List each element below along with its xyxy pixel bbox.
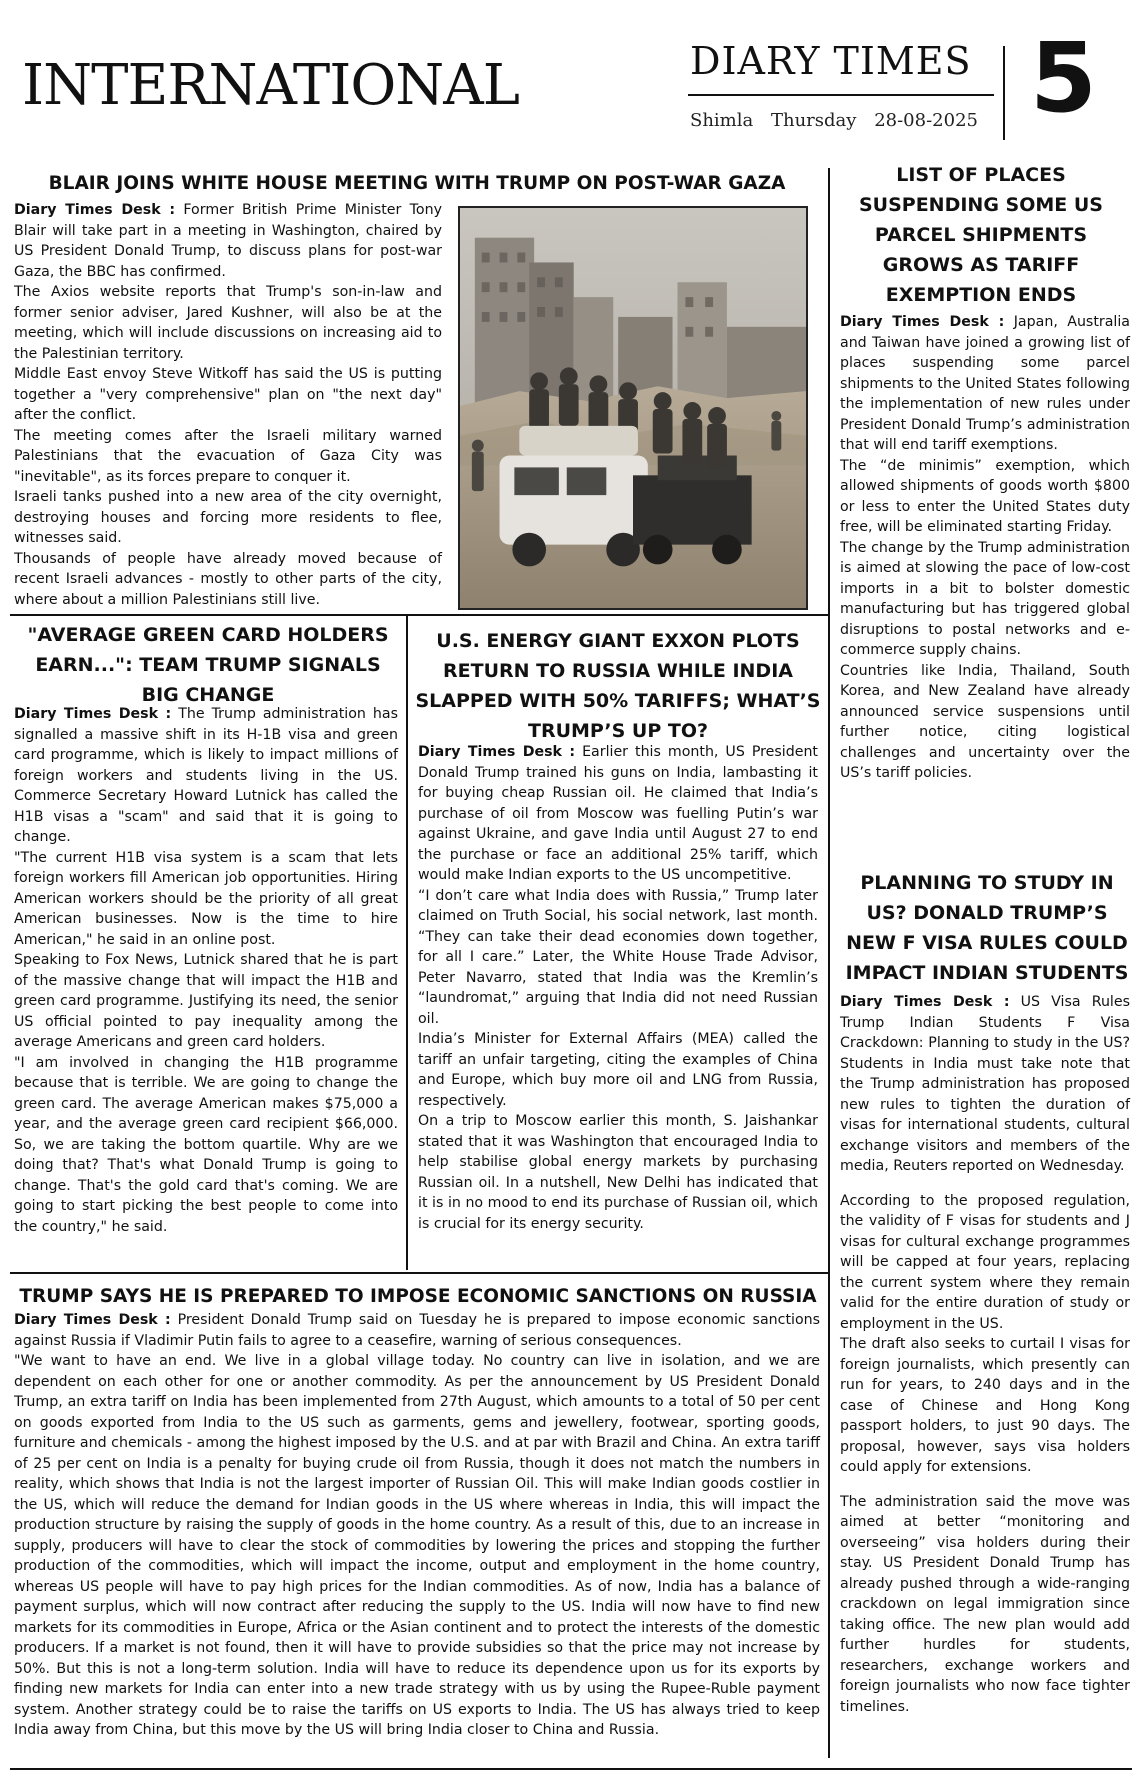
paragraph [14, 704, 398, 848]
desk-credit: Diary Times Desk : [14, 706, 172, 722]
paragraph: "I am involved in changing the H1B programme because that is terrible. We are going to change the green card. The average American makes $75,000 a year, and the average green card recipient $66,000. So, we are taking the bottom quartile. Why are we doing that? That's what Donald Trump is going to change. That's the gold card that's coming. We are going to start picking the best people to come into the country," he said. [14, 1054, 398, 1235]
headline-sanctions: TRUMP SAYS HE IS PREPARED TO IMPOSE ECONOMIC SANCTIONS ON RUSSIA [19, 1286, 817, 1307]
paragraph: The meeting comes after the Israeli military warned Palestinians that the evacuation of Gaza City was "inevitable", as its forces prepare to conquer it. [14, 427, 442, 485]
masthead-dateline [690, 110, 990, 131]
dateline-date: 28-08-2025 [874, 110, 978, 131]
paragraph: “I don’t care what India does with Russia,” Trump later claimed on Truth Social, his social network, last month. “They can take their dead economies down together, for all I care.” Later, the White House Trade Advisor, Peter Navarro, stated that India was the Kremlin’s “laundromat,” arguing that India did not need Russian oil. [418, 887, 818, 1027]
story-sanctions-text [14, 1310, 820, 1741]
paragraph: Israeli tanks pushed into a new area of the city overnight, destroying houses and forcing more residents to flee, witnesses said. [14, 489, 442, 546]
story-blair-text [14, 200, 442, 610]
paragraph: "The current H1B visa system is a scam that lets foreign workers fill American job opportunities. Hiring American workers should be the priority of all great American businesses. Now is the time to hire American," he said in an online post. [14, 849, 398, 948]
paragraph-text: US Visa Rules Trump Indian Students F Visa Crackdown: Planning to study in the US? Students in India must take note that the Trump administration has proposed new rules to tighten the duration of visas for international students, cultural exchange visitors and members of the media, Reuters reported on Wednesday. [840, 994, 1130, 1174]
paragraph: The “de minimis” exemption, which allowed shipments of goods worth $800 or less to enter the United States duty free, will be eliminated starting Friday. [840, 457, 1130, 535]
paragraph [418, 742, 818, 886]
paragraph: The administration said the move was aimed at better “monitoring and overseeing” visa holders during their stay. US President Donald Trump has already pushed through a wide-ranging crackdown on legal immigration since taking office. The new plan would add further hurdles for students, researchers, exchange workers and foreign journalists who now face tighter timelines. [840, 1493, 1130, 1715]
story-exxon-text [418, 742, 818, 1234]
desk-credit: Diary Times Desk : [840, 314, 1005, 330]
newspaper-name: DIARY TIMES [690, 39, 972, 83]
headline-green-card: "AVERAGE GREEN CARD HOLDERS EARN...": TEAM TRUMP SIGNALS BIG CHANGE [27, 624, 389, 706]
paragraph: The change by the Trump administration is aimed at slowing the pace of low-cost imports in a bit to bolster domestic manufacturing but has triggered global disruptions to postal networks and e-commerce supply chains. [840, 539, 1130, 658]
story-visa-text [840, 992, 1130, 1717]
headline-exxon: U.S. ENERGY GIANT EXXON PLOTS RETURN TO RUSSIA WHILE INDIA SLAPPED WITH 50% TARIFFS; WHAT’S TRUMP’S UP TO? [415, 630, 821, 742]
paragraph: Speaking to Fox News, Lutnick shared that he is part of the massive change that will impact the H1B and green card programme. Justifying its need, the senior US official pointed to pay inequality among the average Americans and green card holders. [14, 952, 398, 1050]
paragraph: The Axios website reports that Trump's son-in-law and former senior adviser, Jared Kushner, will also be at the meeting, which will include discussions on increasing aid to the Palestinian territory. [14, 284, 442, 362]
paragraph: On a trip to Moscow earlier this month, S. Jaishankar stated that it was Washington that encouraged India to help stabilise global energy markets by purchasing Russian oil. In a nutshell, New Delhi has indicated that it is in no mood to end its purchase of Russian oil, which is crucial for its energy security. [418, 1113, 818, 1232]
rule-below-middle-stories [10, 1272, 828, 1274]
desk-credit: Diary Times Desk : [418, 744, 576, 760]
rule-below-blair [10, 614, 828, 616]
paragraph: According to the proposed regulation, the validity of F visas for students and J visas for cultural exchange programmes will be capped at four years, replacing the current system where they remain valid for the entire duration of study or employment in the US. [840, 1192, 1130, 1332]
masthead-divider [1003, 46, 1005, 140]
headline-parcel: LIST OF PLACES SUSPENDING SOME US PARCEL SHIPMENTS GROWS AS TARIFF EXEMPTION ENDS [858, 164, 1103, 306]
paragraph [840, 992, 1130, 1177]
paragraph: "We want to have an end. We live in a global village today. No country can live in isolation, and we are dependent on each other for one or another commodity. As per the announcement by US President Donald Trump, an extra tariff on India has been implemented from 27th August, which amounts to a total of 50 per cent on goods exported from India to the US such as garments, gems and jewellery, footwear, sporting goods, furniture and chemicals - among the highest imposed by the U.S. and at par with Brazil and China. An extra tariff of 25 per cent on India is a penalty for buying crude oil from Russia, though it does not match the numbers in reality, which shows that India is not the largest importer of Russian Oil. This will make Indian goods costlier in the US, which will reduce the demand for Indian goods in the US where whereas in India, this will impact the production structure by raising the supply of goods in the home country. As a result of this, due to an increase in supply, producers will have to clear the stock of commodities by lowering the prices and stopping the further production of the commodities, which will impact the income, output and employment in the home country, whereas US people will have to pay high prices for the Indian commodities. As of now, India has a balance of payment surplus, which will now contract after reducing the supply to the US. India will now have to find new markets for its commodities in Europe, Africa or the Asian continent and to protect the interests of the domestic producers. If a market is not found, then it will have to provide subsidies so that the price may not increase by 50%. But this is not a long-term solution. India will have to reduce its dependence upon us for its exports by finding new markets for India can enter into a new trade strategy with us by using the Rupee-Ruble payment system. Another strategy could be to raise the tariffs on US exports to India. The US has always tried to keep India away from China, but this move by the US will bring India closer to China and Russia. [14, 1353, 820, 1738]
story-green-card-text [14, 704, 398, 1237]
paragraph [14, 200, 442, 282]
paragraph-text: President Donald Trump said on Tuesday he is prepared to impose economic sanctions against Russia if Vladimir Putin fails to agree to a ceasefire, warning of serious consequences. [14, 1312, 821, 1349]
desk-credit: Diary Times Desk : [14, 202, 176, 218]
dateline-city: Shimla [690, 110, 754, 131]
paragraph-text: Former British Prime Minister Tony Blair will take part in a meeting in Washington, chaired by US President Donald Trump, to discuss plans for post-war Gaza, the BBC has confirmed. [14, 202, 442, 280]
paragraph-text: Japan, Australia and Taiwan have joined a growing list of places suspending some parcel shipments to the United States following the implementation of new rules under President Donald Trump’s administration that will end tariff exemptions. [840, 314, 1130, 453]
column-rule-right [828, 168, 830, 1758]
paragraph [840, 312, 1130, 456]
page-number: 5 [1030, 22, 1097, 134]
desk-credit: Diary Times Desk : [14, 1312, 171, 1328]
gaza-evacuation-photo [458, 206, 808, 610]
paragraph-text: The Trump administration has signalled a massive shift in its H-1B visa and green card programme, which is likely to impact millions of foreign workers and students living in the US. Commerce Secretary Howard Lutnick has called the H1B visas a "scam" and said that it is going to change. [14, 706, 398, 845]
paragraph [14, 1310, 820, 1351]
desk-credit: Diary Times Desk : [840, 994, 1010, 1010]
headline-blair: BLAIR JOINS WHITE HOUSE MEETING WITH TRUMP ON POST-WAR GAZA [48, 173, 786, 194]
story-parcel-text [840, 312, 1130, 784]
masthead-rule [688, 94, 994, 96]
paragraph: Countries like India, Thailand, South Korea, and New Zealand have already announced service suspensions until further notice, citing logistical challenges and uncertainty over the US’s tariff policies. [840, 662, 1130, 781]
dateline-day: Thursday [770, 110, 857, 131]
column-rule-middle [406, 616, 408, 1270]
headline-visa: PLANNING TO STUDY IN US? DONALD TRUMP’S NEW F VISA RULES COULD IMPACT INDIAN STUDENTS [845, 872, 1129, 984]
paragraph-text: Earlier this month, US President Donald Trump trained his guns on India, lambasting it for buying cheap Russian oil. He claimed that India’s purchase of oil from Moscow was fuelling Putin’s war against Ukraine, and gave India until August 27 to end the purchase or face an additional 25% tariff, which would make Indian exports to the US uncompetitive. [418, 744, 818, 883]
rule-page-bottom [10, 1768, 1132, 1770]
section-title: INTERNATIONAL [22, 53, 519, 118]
paragraph-gap [840, 1177, 1130, 1191]
paragraph: The draft also seeks to curtail I visas for foreign journalists, which presently can run for years, to 240 days and in the case of Chinese and Hong Kong passport holders, to just 90 days. The proposal, however, says visa holders could apply for extensions. [840, 1336, 1130, 1476]
paragraph: Thousands of people have already moved because of recent Israeli advances - mostly to other parts of the city, where about a million Palestinians still live. [14, 550, 442, 608]
paragraph: India’s Minister for External Affairs (MEA) called the tariff an unfair targeting, citing the examples of China and Europe, which buy more oil and LNG from Russia, respectively. [418, 1031, 818, 1109]
paragraph: Middle East envoy Steve Witkoff has said the US is putting together a "very comprehensive" plan on "the next day" after the conflict. [14, 366, 442, 423]
paragraph-gap [840, 1478, 1130, 1492]
